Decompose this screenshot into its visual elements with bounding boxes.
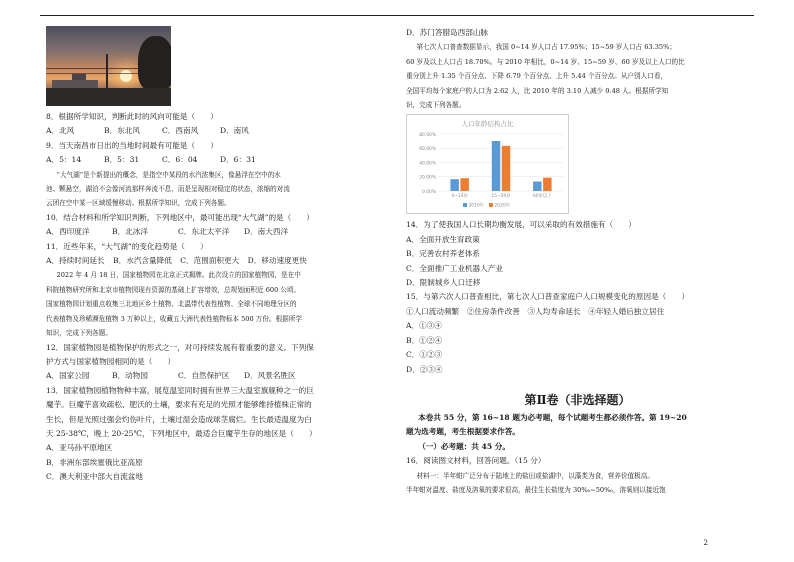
q10-option-d[interactable]: D．南大西洋 bbox=[244, 227, 289, 237]
q8-options bbox=[46, 124, 390, 138]
q9-options bbox=[46, 153, 390, 167]
q8-option-d[interactable]: D．南风 bbox=[220, 126, 249, 136]
q11-option-c[interactable]: C．范围面积更大 bbox=[180, 256, 240, 266]
q12-stem: 12．国家植物园是植物保护的形式之一，对可持续发展有着重要的意义。下列保 护方式与国家植物园相同的是（ ） bbox=[46, 342, 314, 366]
q14-option-d[interactable]: D．限制城乡人口迁移 bbox=[406, 278, 481, 288]
header-rule bbox=[40, 15, 754, 16]
legend-swatch bbox=[489, 203, 493, 207]
q15-option-c[interactable]: C．①②③ bbox=[406, 350, 443, 360]
material-botanical-garden: 2022 年 4 月 18 日，国家植物园在北京正式揭牌。此次设立的国家植物园，是在中 科院植物研究所和北京市植物园现有资源的基础上扩容增效，总规划面积近 600 公顷。 国家植物园计划重点收集三北地区乡土植物、北温带代表性植物、全球不同地理分区的 代表植物及珍稀濒危植物 3 万种以上，收藏五大洲代表性植物标本 500 万份。根据所学 知识，完成下列各题。 bbox=[46, 271, 302, 338]
q8-stem: 8．根据所学知识，判断此时的风向可能是（ ） bbox=[46, 112, 218, 121]
required-section-heading: （一）必考题：共 45 分。 bbox=[418, 441, 510, 451]
q14-option-b[interactable]: B．完善农村养老体系 bbox=[406, 249, 480, 259]
bar-0-1 bbox=[460, 179, 469, 192]
q9-option-c[interactable]: C．6：04 bbox=[162, 155, 198, 165]
utility-pole bbox=[106, 54, 108, 92]
page-number: 2 bbox=[703, 539, 708, 547]
bar-1-1 bbox=[502, 146, 511, 191]
left-column bbox=[46, 26, 390, 485]
q11-option-d[interactable]: D．移动速度更快 bbox=[247, 256, 307, 266]
q11-option-a[interactable]: A．持续时间延长 bbox=[46, 256, 105, 266]
q10-stem: 10．结合材料和所学知识判断，下列地区中，最可能出现“大气湖”的是（ ） bbox=[46, 212, 315, 222]
x-tick-label: 60岁以上 bbox=[532, 194, 552, 200]
q11-options bbox=[46, 254, 390, 268]
section-2-intro-2: 题为选考题，考生根据要求作答。 bbox=[406, 427, 520, 437]
q14-option-a[interactable]: A．全面开放生育政策 bbox=[406, 234, 480, 244]
q9-option-b[interactable]: B．5：31 bbox=[104, 155, 140, 165]
q12-option-c[interactable]: C．自然保护区 bbox=[178, 371, 230, 381]
legend-swatch bbox=[463, 203, 467, 207]
y-tick-label: 0.00% bbox=[422, 190, 436, 196]
x-tick-label: 0~14岁 bbox=[451, 194, 468, 200]
q8-option-c[interactable]: C．西南风 bbox=[162, 126, 199, 136]
q12-option-a[interactable]: A．国家公园 bbox=[46, 371, 90, 381]
q12-option-d[interactable]: D．风景名胜区 bbox=[244, 371, 296, 381]
q15-factors: ①人口流动频繁 ②住房条件改善 ③人均寿命延长 ④年轻人婚后独立居住 bbox=[406, 306, 665, 316]
y-tick-label: 20.00% bbox=[419, 175, 436, 181]
q13-option-d[interactable]: D．苏门答腊岛西部山脉 bbox=[406, 28, 489, 37]
sunset-photo bbox=[46, 26, 171, 106]
q10-option-c[interactable]: C．东北太平洋 bbox=[178, 227, 230, 237]
age-structure-chart-svg bbox=[407, 115, 568, 213]
y-tick-label: 60.00% bbox=[419, 147, 436, 153]
q9-option-d[interactable]: D．6：31 bbox=[220, 155, 256, 165]
bar-2-0 bbox=[533, 182, 542, 191]
chart-legend bbox=[463, 202, 511, 209]
q15-option-d[interactable]: D．②③④ bbox=[406, 364, 443, 374]
material-census: 第七次人口普查数据显示，我国 0~14 岁人口占 17.95%；15~59 岁人口占 63.35%； 60 岁及以上人口占 18.70%。与 2010 年相比，0~14 岁、15~59 岁、60 岁及以上人口的比 重分别上升 1.35 个百分点、下降 6.79 个百分点、上升 5.44 个百分点。从户别人口看， 全国平均每个家庭户的人口为 2.62 人，比 2010 年的 3.10 人减少 0.48 人。根据所学知 识，完成下列各题。 bbox=[406, 43, 685, 110]
q10-options bbox=[46, 225, 390, 239]
tree-silhouette bbox=[138, 36, 171, 90]
q9-option-a[interactable]: A．5：14 bbox=[46, 155, 82, 165]
q10-option-a[interactable]: A．西印度洋 bbox=[46, 227, 90, 237]
y-tick-label: 80.00% bbox=[419, 133, 436, 139]
section-2-title: 第Ⅱ卷（非选择题） bbox=[524, 392, 631, 407]
q9-stem: 9．当天南昌市日出的当地时间最有可能是（ ） bbox=[46, 140, 218, 150]
q13-option-a[interactable]: A．亚马孙平原地区 bbox=[46, 443, 113, 453]
age-structure-chart bbox=[406, 114, 569, 214]
q8-option-b[interactable]: B．东北风 bbox=[104, 126, 140, 136]
q15-option-a[interactable]: A．①③④ bbox=[406, 321, 442, 331]
y-tick-label: 40.00% bbox=[419, 161, 436, 167]
q14-stem: 14．为了使我国人口长期均衡发展，可以采取的有效措施有（ ） bbox=[406, 220, 636, 230]
bar-2-1 bbox=[543, 178, 552, 191]
q13-stem: 13．国家植物园植物物种丰富，展览温室同时拥有世界三大温室旗舰种之一的巨 魔芋。巨魔芋喜欢疏松、肥沃的土壤，要求有充足的光照才能够维持植株正常的 生长，但是光照过强会灼伤叶片，土壤过湿会造成球茎腐烂。生长最适温度为白 天 25-38℃，晚上 20-25℃，下列地区中，最适合巨魔芋生存的地区是（ ） bbox=[46, 385, 317, 438]
x-tick-label: 15~59岁 bbox=[491, 194, 511, 200]
q12-option-b[interactable]: B．动物园 bbox=[112, 371, 148, 381]
q16-stem: 16．阅读图文材料，回答问题。（15 分） bbox=[406, 456, 546, 466]
q11-stem: 11．近些年来，“大气湖”的变化趋势是（ ） bbox=[46, 241, 208, 251]
section-2-intro-1: 本卷共 55 分，第 16~18 题为必考题，每个试题考生都必须作答。第 19~20 bbox=[418, 412, 687, 422]
bar-0-0 bbox=[450, 180, 459, 192]
q15-stem: 15．与第六次人口普查相比，第七次人口普查家庭户人口规模变化的原因是（ ） bbox=[406, 292, 690, 302]
q13-option-c[interactable]: C．澳大利亚中部大自流盆地 bbox=[46, 472, 143, 482]
chart-x-axis bbox=[451, 192, 552, 199]
right-column bbox=[406, 26, 749, 497]
q13-option-b[interactable]: B．非洲东部埃塞俄比亚高原 bbox=[46, 457, 143, 467]
bar-1-0 bbox=[492, 141, 501, 191]
q8-option-a[interactable]: A．北风 bbox=[46, 126, 75, 136]
q10-option-b[interactable]: B．北冰洋 bbox=[112, 227, 148, 237]
material-atmospheric-lake: “大气湖”是个新提出的概念，是指空中某段的水汽浓集区，像悬浮在空中的水 池、颗悬空，湖泊不会像河流那样奔流不息，而是呈现相对稳定的状态，浓缩的对流 云团在空中某一区域缓慢移动。根据所学知识，完成下列各题。 bbox=[46, 170, 290, 208]
q16-material: 材料一：半年蚶广泛分布于陆地上的盐田或盐湖中，以藻类为食，营养价值极高。 半年蚶对温度、盐度及溶氧的要求很高，最佳生长盐度为 30‰~50‰，溶氧则以接近饱 bbox=[406, 471, 666, 494]
legend-label: 2010年 bbox=[468, 204, 485, 210]
chart-y-axis bbox=[419, 132, 436, 195]
q11-option-b[interactable]: B．水汽含量降低 bbox=[113, 256, 172, 266]
chart-title: 人口年龄结构占比 bbox=[461, 120, 514, 129]
sun bbox=[120, 70, 132, 82]
legend-label: 2020年 bbox=[494, 204, 511, 210]
q12-options bbox=[46, 369, 390, 383]
q14-option-c[interactable]: C．全面推广工业机器人产业 bbox=[406, 263, 503, 273]
q15-option-b[interactable]: B．①②④ bbox=[406, 335, 442, 345]
